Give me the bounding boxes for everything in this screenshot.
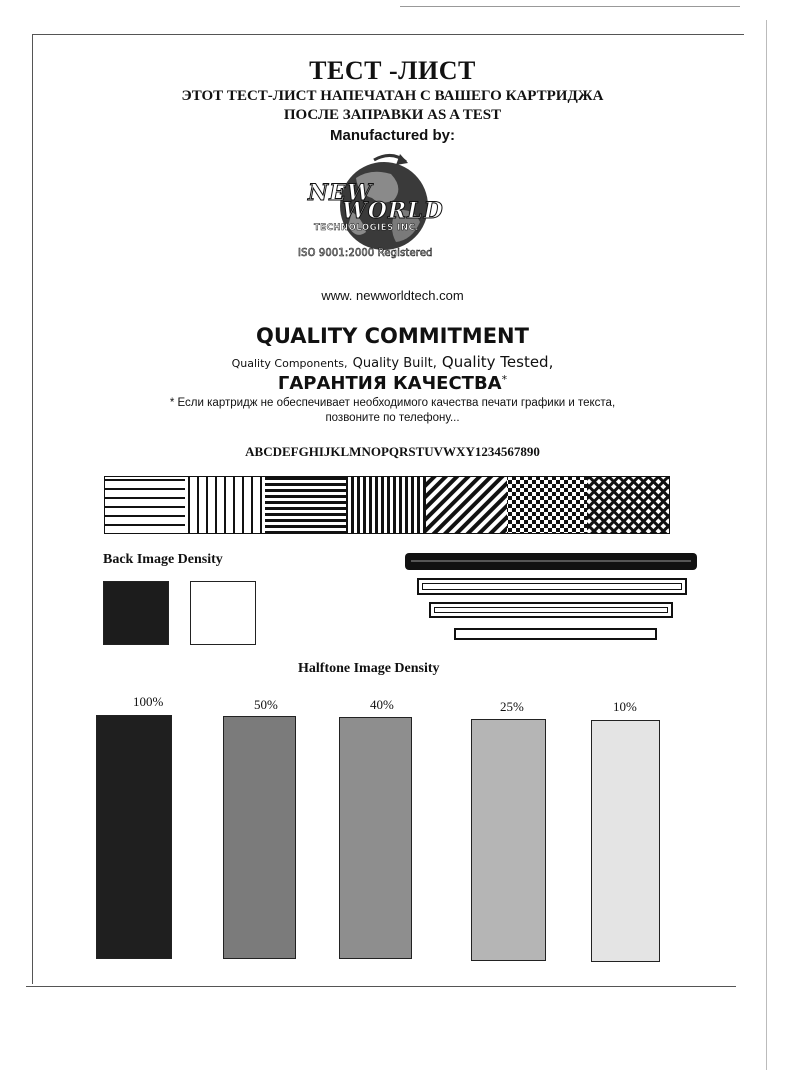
white-square xyxy=(190,581,256,645)
pattern-vertical-wide xyxy=(185,476,265,534)
alphabet-line: ABCDEFGHIJKLMNOPQRSTUVWXY1234567890 xyxy=(245,444,540,459)
top-edge-rule xyxy=(400,6,740,7)
note-line-1: * Если картридж не обеспечивает необходимого качества печати графики и текста, xyxy=(169,397,616,409)
quality-item-1: Quality Components, xyxy=(231,357,348,370)
halftone-50-strip xyxy=(223,716,296,959)
pattern-diagonal xyxy=(426,476,507,534)
single-line-frame xyxy=(454,628,657,640)
right-edge-rule xyxy=(766,20,767,1070)
halftone-50-label: 50% xyxy=(254,697,278,712)
logo-iso: ISO 9001:2000 Registered xyxy=(298,246,433,259)
pattern-bar-svg xyxy=(104,476,670,534)
subtitle-line-2: ПОСЛЕ ЗАПРАВКИ AS A TEST xyxy=(283,107,502,123)
halftone-10-strip xyxy=(591,720,660,962)
halftone-25-strip xyxy=(471,719,546,961)
halftone-25-label: 25% xyxy=(500,699,524,714)
guarantee-star: * xyxy=(501,373,508,386)
halftone-100-strip xyxy=(96,715,172,959)
pattern-checker xyxy=(507,476,587,534)
pattern-horizontal-wide xyxy=(104,476,185,534)
guarantee-heading xyxy=(0,373,785,394)
pattern-bar xyxy=(104,476,670,534)
top-rule xyxy=(32,34,744,35)
subtitle-line-1: ЭТОТ ТЕСТ-ЛИСТ НАПЕЧАТАН С ВАШЕГО КАРТРИДЖА xyxy=(181,88,604,104)
quality-note xyxy=(0,396,785,426)
logo-new: NEW xyxy=(308,180,373,206)
company-logo xyxy=(296,148,466,268)
halftone-40-label: 40% xyxy=(370,697,394,712)
manufactured-by: Manufactured by: xyxy=(329,127,455,144)
logo-world: WORLD xyxy=(342,198,444,224)
guarantee-text: ГАРАНТИЯ КАЧЕСТВА xyxy=(277,373,502,394)
quality-heading: QUALITY COMMITMENT xyxy=(256,324,529,348)
double-line-frame-1 xyxy=(417,578,687,595)
website-url: www. newworldtech.com xyxy=(321,288,464,303)
pattern-horizontal-dense xyxy=(265,476,346,534)
thick-line-bar xyxy=(405,553,697,570)
left-rule xyxy=(32,34,33,984)
halftone-100-label: 100% xyxy=(133,694,164,709)
black-square xyxy=(103,581,169,645)
halftone-label: Halftone Image Density xyxy=(298,661,440,676)
logo-technologies: TECHNOLOGIES INC. xyxy=(314,223,419,233)
page-title: ТЕСТ -ЛИСТ xyxy=(309,56,476,85)
quality-items xyxy=(0,352,785,371)
double-line-frame-2 xyxy=(429,602,673,618)
quality-item-2: Quality Built, xyxy=(352,356,437,371)
back-density-label: Back Image Density xyxy=(103,552,223,567)
bottom-rule xyxy=(26,986,736,987)
quality-item-3: Quality Tested, xyxy=(441,353,554,371)
halftone-10-label: 10% xyxy=(613,699,637,714)
note-line-2: позвоните по телефону... xyxy=(325,412,460,424)
halftone-40-strip xyxy=(339,717,412,959)
pattern-crosshatch xyxy=(587,476,670,534)
pattern-vertical-dense xyxy=(346,476,426,534)
